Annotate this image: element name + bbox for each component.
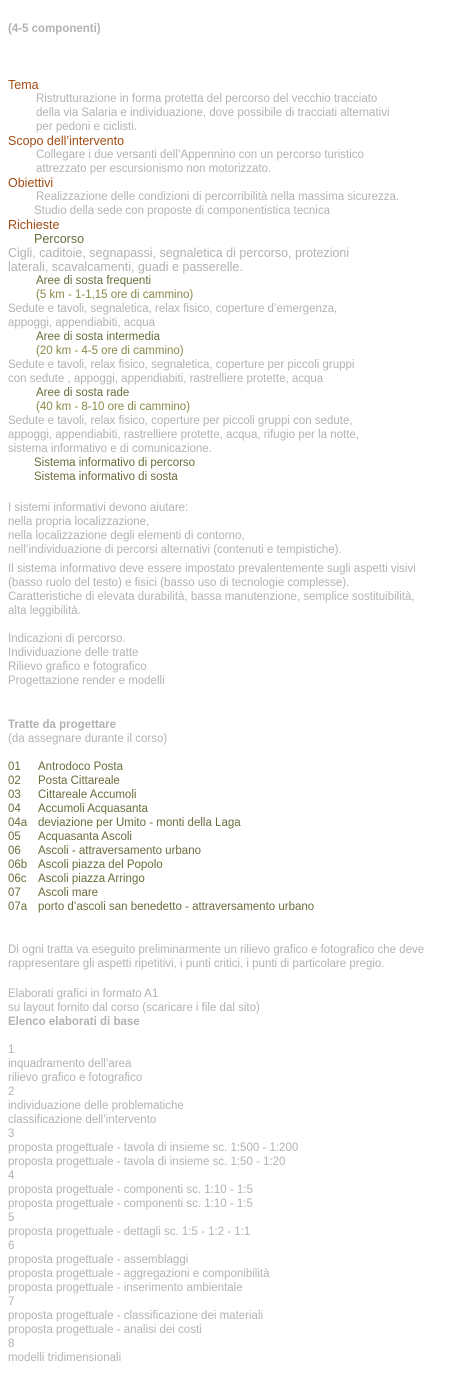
tratta-code: 02 xyxy=(8,775,21,787)
tema-line: per pedoni e ciclisti. xyxy=(36,121,137,133)
tratta-code: 01 xyxy=(8,761,21,773)
elaborati-title: Elenco elaborati di base xyxy=(8,1016,140,1028)
elaborati-section xyxy=(8,987,260,1029)
elaborati-line: su layout fornito dal corso (scaricare i file dal sito) xyxy=(8,1002,260,1014)
rade-heading: Aree di sosta rade xyxy=(36,387,130,399)
tratte-list xyxy=(8,760,314,914)
elaborato-item: modelli tridimensionali xyxy=(8,1352,122,1364)
tratta-code: 05 xyxy=(8,831,21,843)
tratta-name: Cittareale Accumoli xyxy=(38,789,137,801)
rilievo-line: rappresentare gli aspetti ripetitivi, i punti critici, i punti di particolare pregio. xyxy=(8,958,385,970)
task-list xyxy=(8,632,165,688)
richieste-heading: Richieste xyxy=(8,218,60,232)
rade-line: Sedute e tavoli, relax fisico, coperture per piccoli gruppi con sedute, xyxy=(8,415,353,427)
task-item: Rilievo grafico e fotografico xyxy=(8,661,147,673)
tema-line: Ristrutturazione in forma protetta del percorso del vecchio tracciato xyxy=(36,93,378,105)
tratta-item xyxy=(8,900,314,914)
task-item: Progettazione render e modelli xyxy=(8,675,165,687)
elaborato-number: 2 xyxy=(8,1086,15,1098)
rade-line: sistema informativo e di comunicazione. xyxy=(8,443,212,455)
tratta-name: porto d’ascoli san benedetto - attraversamento urbano xyxy=(38,901,315,913)
tratta-code: 06b xyxy=(8,859,28,871)
tratta-name: deviazione per Umito - monti della Laga xyxy=(38,817,241,829)
tratta-name: Ascoli mare xyxy=(38,887,99,899)
elaborato-number: 6 xyxy=(8,1240,15,1252)
tratta-code: 07 xyxy=(8,887,21,899)
tratta-item xyxy=(8,886,314,900)
tratta-item xyxy=(8,774,314,788)
elaborato-item: proposta progettuale - tavola di insieme sc. 1:500 - 1:200 xyxy=(8,1142,299,1154)
tratte-title: Tratte da progettare xyxy=(8,719,116,731)
info-para-line: alta leggibilità. xyxy=(8,605,81,617)
elaborato-item: proposta progettuale - componenti sc. 1:10 - 1:5 xyxy=(8,1184,253,1196)
elaborato-item: inquadramento dell’area xyxy=(8,1058,132,1070)
tratta-item xyxy=(8,802,314,816)
info-line: nell’individuazione di percorsi alternativi (contenuti e tempistiche). xyxy=(8,544,342,556)
elaborato-item: individuazione delle problematiche xyxy=(8,1100,184,1112)
intermedia-line: con sedute , appoggi, appendiabiti, rastrelliere protette, acqua xyxy=(8,373,324,385)
tratta-name: Accumoli Acquasanta xyxy=(38,803,148,815)
elaborato-number: 7 xyxy=(8,1296,15,1308)
frequenti-line: appoggi, appendiabiti, acqua xyxy=(8,317,156,329)
scopo-heading: Scopo dell’intervento xyxy=(8,134,125,148)
tema-line: della via Salaria e individuazione, dove possibile di tracciati alternativi xyxy=(36,107,390,119)
elaborato-number: 5 xyxy=(8,1212,15,1224)
elaborato-number: 8 xyxy=(8,1338,15,1350)
rade-line: appoggi, appendiabiti, rastrelliere protette, acqua, rifugio per la notte, xyxy=(8,429,359,441)
scopo-line: attrezzato per escursionismo non motorizzato. xyxy=(36,163,272,175)
info-paragraph xyxy=(8,562,416,618)
elaborato-item: proposta progettuale - inserimento ambientale xyxy=(8,1282,243,1294)
elaborato-item: proposta progettuale - classificazione dei materiali xyxy=(8,1310,264,1322)
percorso-heading: Percorso xyxy=(34,232,85,246)
tratta-code: 06 xyxy=(8,845,21,857)
elaborato-item: classificazione dell’intervento xyxy=(8,1114,157,1126)
tratta-code: 04 xyxy=(8,803,21,815)
info-line: nella localizzazione degli elementi di contorno, xyxy=(8,530,245,542)
tratta-name: Acquasanta Ascoli xyxy=(38,831,132,843)
obiettivi-heading: Obiettivi xyxy=(8,176,54,190)
info-line: nella propria localizzazione, xyxy=(8,516,150,528)
intermedia-line: Sedute e tavoli, relax fisico, segnaletica, coperture per piccoli gruppi xyxy=(8,359,355,371)
frequenti-line: Sedute e tavoli, segnaletica, relax fisico, coperture d’emergenza, xyxy=(8,303,338,315)
elaborato-number: 1 xyxy=(8,1044,15,1056)
percorso-line: laterali, scavalcamenti, guadi e passerelle. xyxy=(8,260,243,274)
elaborato-item: proposta progettuale - assemblaggi xyxy=(8,1254,189,1266)
intermedia-distance: (20 km - 4-5 ore di cammino) xyxy=(36,345,184,357)
sistema-percorso: Sistema informativo di percorso xyxy=(34,457,196,469)
tratte-section xyxy=(8,718,167,746)
elaborato-item: rilievo grafico e fotografico xyxy=(8,1072,143,1084)
sistema-sosta: Sistema informativo di sosta xyxy=(34,471,178,483)
scopo-line: Collegare i due versanti dell’Appennino con un percorso turistico xyxy=(36,149,364,161)
elaborato-item: proposta progettuale - analisi dei costi xyxy=(8,1324,202,1336)
rilievo-section xyxy=(8,943,424,971)
brief-section xyxy=(8,78,399,484)
frequenti-distance: (5 km - 1-1,15 ore di cammino) xyxy=(36,289,194,301)
elaborato-number: 3 xyxy=(8,1128,15,1140)
info-para-line: (basso ruolo del testo) e fisici (basso uso di tecnologie complesse). xyxy=(8,577,350,589)
info-systems-section xyxy=(8,501,342,557)
elaborato-item: proposta progettuale - aggregazioni e componibilità xyxy=(8,1268,270,1280)
rilievo-line: Di ogni tratta va eseguito preliminarmente un rilievo grafico e fotografico che deve xyxy=(8,944,425,956)
task-item: Indicazioni di percorso. xyxy=(8,633,126,645)
info-para-line: Il sistema informativo deve essere impostato prevalentemente sugli aspetti visivi xyxy=(8,563,416,575)
tratta-item xyxy=(8,788,314,802)
elaborati-line: Elaborati grafici in formato A1 xyxy=(8,988,159,1000)
task-item: Individuazione delle tratte xyxy=(8,647,139,659)
tratta-code: 04a xyxy=(8,817,28,829)
obiettivi-line: Realizzazione delle condizioni di percorribilità nella massima sicurezza. xyxy=(36,191,400,203)
tema-heading: Tema xyxy=(8,78,39,92)
tratta-item xyxy=(8,830,314,844)
elaborato-item: proposta progettuale - componenti sc. 1:10 - 1:5 xyxy=(8,1198,253,1210)
tratte-subtitle: (da assegnare durante il corso) xyxy=(8,733,168,745)
rade-distance: (40 km - 8-10 ore di cammino) xyxy=(36,401,191,413)
obiettivi-line: Studio della sede con proposte di componentistica tecnica xyxy=(34,205,330,217)
info-para-line: Caratteristiche di elevata durabilità, bassa manutenzione, semplice sostituibilità, xyxy=(8,591,415,603)
components-note: (4-5 componenti) xyxy=(8,23,101,35)
percorso-line: Cigli, caditoie, segnapassi, segnaletica di percorso, protezioni xyxy=(8,246,350,260)
tratta-item xyxy=(8,816,314,830)
tratta-code: 07a xyxy=(8,901,28,913)
elaborato-number: 4 xyxy=(8,1170,15,1182)
tratta-item xyxy=(8,760,314,774)
tratta-item xyxy=(8,858,314,872)
tratta-name: Ascoli piazza Arringo xyxy=(38,873,145,885)
frequenti-heading: Aree di sosta frequenti xyxy=(36,275,152,287)
info-line: I sistemi informativi devono aiutare: xyxy=(8,502,189,514)
tratta-name: Posta Cittareale xyxy=(38,775,120,787)
elaborati-list xyxy=(8,1043,298,1365)
tratta-name: Ascoli piazza del Popolo xyxy=(38,859,163,871)
elaborato-item: proposta progettuale - tavola di insieme sc. 1:50 - 1:20 xyxy=(8,1156,286,1168)
tratta-name: Antrodoco Posta xyxy=(38,761,124,773)
intermedia-heading: Aree di sosta intermedia xyxy=(36,331,161,343)
elaborato-item: proposta progettuale - dettagli sc. 1:5 - 1:2 - 1:1 xyxy=(8,1226,251,1238)
tratta-item xyxy=(8,844,314,858)
tratta-code: 03 xyxy=(8,789,21,801)
tratta-code: 06c xyxy=(8,873,27,885)
tratta-name: Ascoli - attraversamento urbano xyxy=(38,845,201,857)
tratta-item xyxy=(8,872,314,886)
